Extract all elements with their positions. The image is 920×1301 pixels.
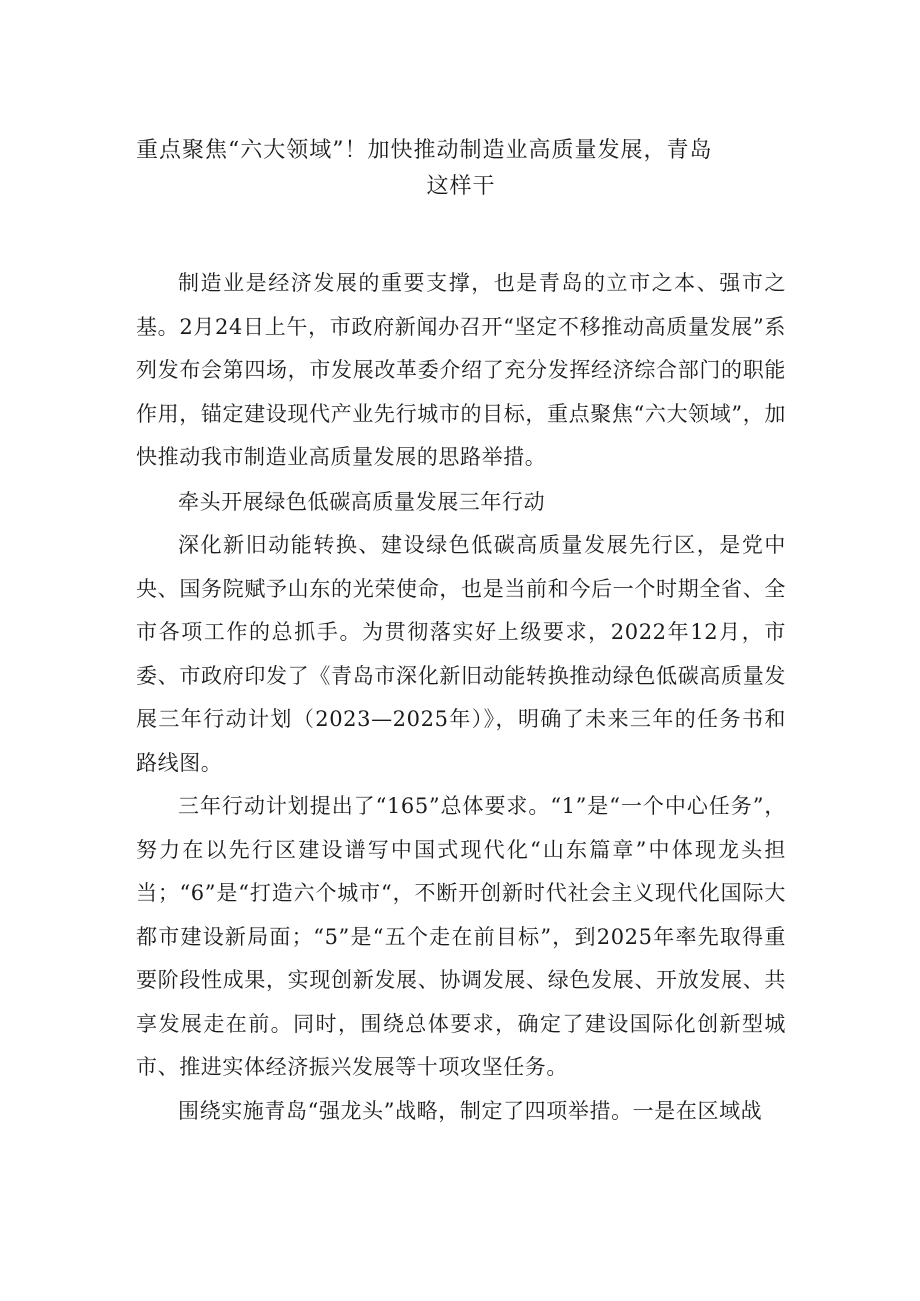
paragraph-measures: 围绕实施青岛“强龙头”战略，制定了四项举措。一是在区域战: [178, 1098, 763, 1123]
paragraph-background: 深化新旧动能转换、建设绿色低碳高质量发展先行区，是党中央、国务院赋予山东的光荣使命，也是当前和今后一个时期全省、全市各项工作的总抓手。为贯彻落实好上级要求，2022年12月，市委、市政府印发了《青岛市深化新旧动能转换推动绿色低碳高质量发展三年行动计划（2023—2025年）》，明确了未来三年的任务书和路线图。: [136, 533, 786, 775]
paragraph-requirements: 三年行动计划提出了“165”总体要求。“1”是“一个中心任务”，努力在以先行区建设谱写中国式现代化“山东篇章”中体现龙头担当；“6”是“打造六个城市“，不断开创新时代社会主义现代化国际大都市建设新局面；“5”是“五个走在前目标”，到2025年率先取得重要阶段性成果，实现创新发展、协调发展、绿色发展、开放发展、共享发展走在前。同时，围绕总体要求，确定了建设国际化创新型城市、推进实体经济振兴发展等十项攻坚任务。: [136, 794, 786, 1079]
document-title-line-1: 重点聚焦“六大领域”！加快推动制造业高质量发展，青岛: [136, 138, 713, 163]
paragraph-intro: 制造业是经济发展的重要支撑，也是青岛的立市之本、强市之基。2月24日上午，市政府新闻办召开“坚定不移推动高质量发展”系列发布会第四场，市发展改革委介绍了充分发挥经济综合部门的职能作用，锚定建设现代产业先行城市的目标，重点聚焦“六大领域”，加快推动我市制造业高质量发展的思路举措。: [136, 271, 786, 469]
section-heading: 牵头开展绿色低碳高质量发展三年行动: [178, 489, 546, 514]
document-title-line-2: 这样干: [426, 174, 496, 199]
document-body: [136, 262, 786, 1133]
